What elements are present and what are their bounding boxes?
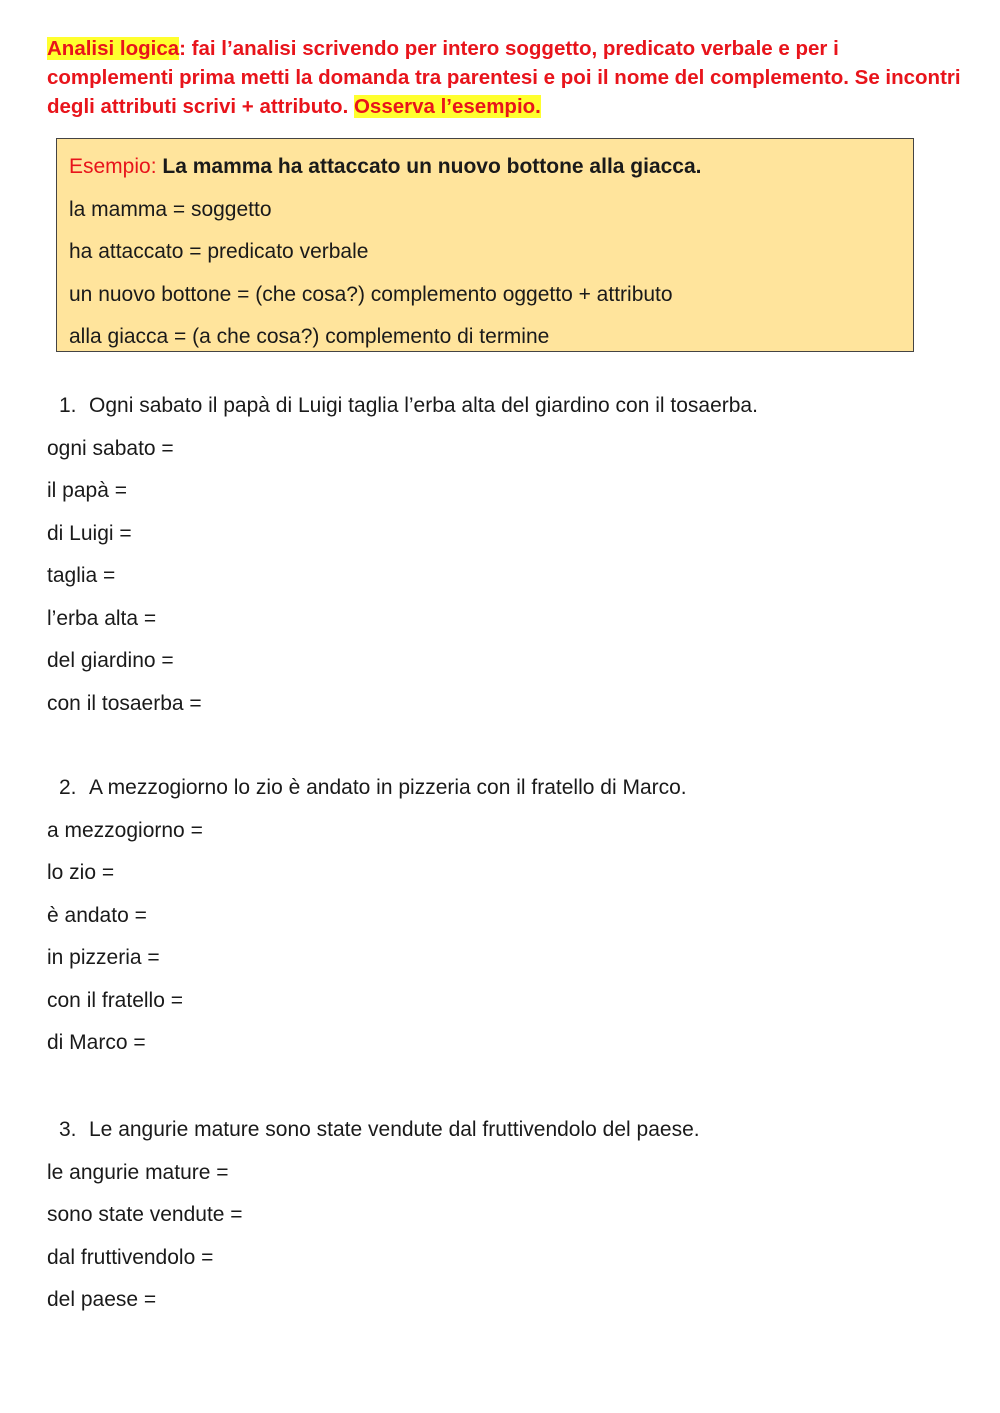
answer-row: del paese = [47,1288,157,1312]
answer-row: lo zio = [47,861,115,885]
answer-row: in pizzeria = [47,946,160,970]
exercise-3 [47,1109,947,1322]
example-sentence: La mamma ha attaccato un nuovo bottone alla giacca. [162,155,702,178]
answer-row: le angurie mature = [47,1160,229,1184]
answer-row: taglia = [47,564,116,588]
example-line: un nuovo bottone = (che cosa?) complemento oggetto + attributo [69,282,673,306]
exercise-number: 1. [59,394,77,417]
answer-row: con il fratello = [47,988,183,1012]
exercise-text: A mezzogiorno lo zio è andato in pizzeria con il fratello di Marco. [89,776,687,799]
answer-row: a mezzogiorno = [47,818,203,842]
exercise-sentence [47,767,947,810]
exercise-text: Ogni sabato il papà di Luigi taglia l’erba alta del giardino con il tosaerba. [89,394,758,417]
exercise-2 [47,767,947,1065]
example-line: alla giacca = (a che cosa?) complemento di termine [69,325,550,348]
example-label: Esempio: [69,155,163,178]
answer-row: con il tosaerba = [47,692,202,716]
example-header [69,146,901,189]
exercise-1 [47,385,947,726]
example-box [56,138,914,352]
answer-row: il papà = [47,479,127,503]
instructions-text: : fai l’analisi scrivendo per intero soggetto, predicato verbale e per i complementi prima metti la domanda tra parentesi e poi il nome del complemento. Se incontri degli attributi scrivi + attributo. [47,37,961,118]
answer-row: di Marco = [47,1031,146,1055]
example-line: la mamma = soggetto [69,197,272,221]
answer-row: del giardino = [47,649,174,673]
answer-row: è andato = [47,903,147,927]
answer-row: l’erba alta = [47,606,157,630]
exercise-sentence [47,385,947,428]
instructions-observe: Osserva l’esempio. [353,95,541,118]
exercise-sentence [47,1109,947,1152]
exercise-text: Le angurie mature sono state vendute dal fruttivendolo del paese. [89,1118,700,1141]
instructions [47,34,967,121]
answer-row: di Luigi = [47,521,132,545]
example-line: ha attaccato = predicato verbale [69,240,369,263]
exercise-number: 2. [59,776,77,799]
instructions-title: Analisi logica [47,37,180,60]
answer-row: sono state vendute = [47,1203,243,1227]
answer-row: ogni sabato = [47,436,174,460]
exercise-number: 3. [59,1118,77,1141]
answer-row: dal fruttivendolo = [47,1245,214,1269]
